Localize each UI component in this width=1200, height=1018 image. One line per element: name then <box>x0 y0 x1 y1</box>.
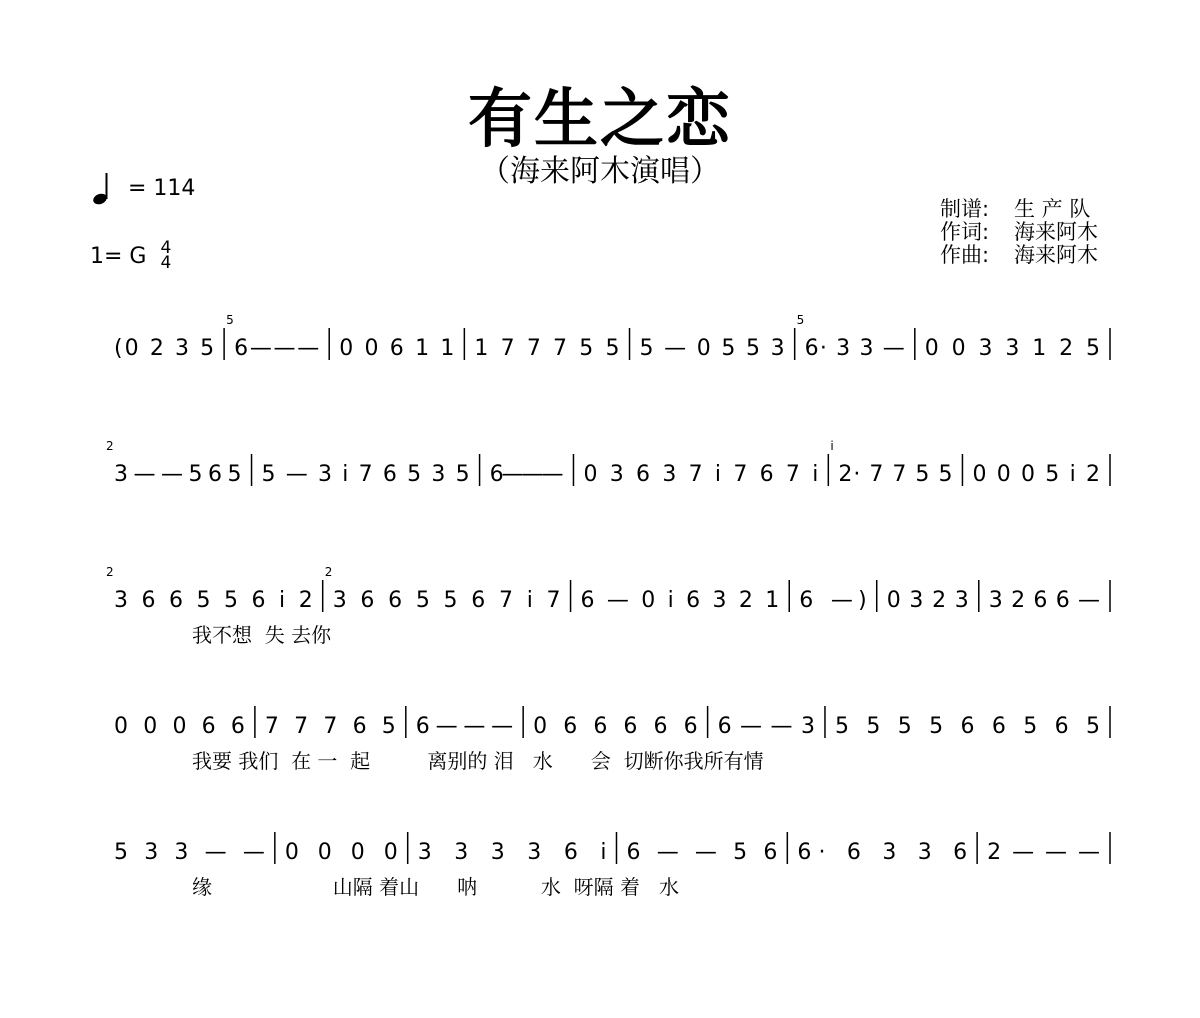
measure-notes: 0 6 6 6 6 6 <box>533 714 698 739</box>
measure-notes: 0 0 0 6 6 <box>114 714 245 739</box>
measure-notes: 3 6 6 5 5 6 i 2 <box>114 588 313 613</box>
measure-notes: 0 0 3 3 1 2 5 <box>924 336 1100 361</box>
measure-notes: 6 — — — <box>489 462 564 487</box>
credit-label: 制谱: <box>940 197 990 221</box>
measure-notes: 5 3 3 — — <box>114 840 265 865</box>
grace-note: 2 <box>106 439 114 453</box>
lyric-line: 我不想 失 去你 <box>192 623 332 647</box>
measure-notes: (0 2 3 5 <box>114 336 215 361</box>
credit-label: 作曲: <box>940 243 990 267</box>
key-label: 1= G <box>90 243 147 269</box>
grace-note: i <box>830 439 834 453</box>
measure-notes: 6 —) <box>799 588 867 613</box>
measure-notes: 6· 3 3 — <box>804 336 905 361</box>
measure-notes: 2· 7 7 5 5 <box>838 462 953 487</box>
credit-value: 生 产 队 <box>1014 197 1091 221</box>
measure-notes: 1 7 7 7 5 5 <box>474 336 620 361</box>
grace-note: 2 <box>106 565 114 579</box>
time-signature-bottom: 4 <box>160 253 172 273</box>
grace-note: 5 <box>226 313 234 327</box>
credit-value: 海来阿木 <box>1014 220 1098 244</box>
measure-notes: 6 — 0 i 6 3 2 1 <box>580 588 780 613</box>
measure-notes: 3 3 3 3 6 i <box>417 840 607 865</box>
measure-notes: 6 — — — <box>234 336 320 361</box>
measure-notes: 5 — 0 5 5 3 <box>639 336 785 361</box>
lyric-line: 缘 山隔 着山 呐 水 呀隔 着 水 <box>192 875 680 899</box>
measure-notes: 5 — 3 i 7 6 5 3 5 <box>261 462 470 487</box>
measure-notes: 3 — — 5 6 5 <box>114 462 242 487</box>
measure-notes: 0 0 0 5 i 2 <box>972 462 1100 487</box>
measure-notes: 0 3 6 3 7 i 7 6 7 i <box>583 462 819 487</box>
measure-notes: 6 — — 3 <box>717 714 815 739</box>
song-title: 有生之恋 <box>468 83 732 157</box>
measure-notes: 0 0 6 1 1 <box>339 336 455 361</box>
credit-value: 海来阿木 <box>1014 243 1098 267</box>
grace-note: 5 <box>796 313 805 327</box>
measure-notes: 2 — — — <box>987 840 1100 865</box>
grace-note: 2 <box>324 565 333 579</box>
measure-notes: 7 7 7 6 5 <box>264 714 396 739</box>
measure-notes: 0 0 0 0 <box>284 840 398 865</box>
measure-notes: 6 — — 5 6 <box>626 840 778 865</box>
credit-label: 作词: <box>940 220 990 244</box>
time-signature-top: 4 <box>160 238 172 258</box>
measure-notes: 6 — — — <box>415 714 514 739</box>
measure-notes: 3 2 6 6 — <box>988 588 1100 613</box>
measure-notes: 5 5 5 5 6 6 5 6 5 <box>834 714 1100 739</box>
measure-notes: 6· 6 3 3 6 <box>797 840 968 865</box>
measure-notes: 0 3 2 3 <box>886 588 969 613</box>
lyric-line: 我要 我们 在 一 起 离别的 泪 水 会 切断你我所有情 <box>192 749 764 773</box>
song-subtitle: （海来阿木演唱） <box>480 154 720 189</box>
measure-notes: 3 6 6 5 5 6 7 i 7 <box>332 588 561 613</box>
tempo-value: = 114 <box>128 175 196 201</box>
